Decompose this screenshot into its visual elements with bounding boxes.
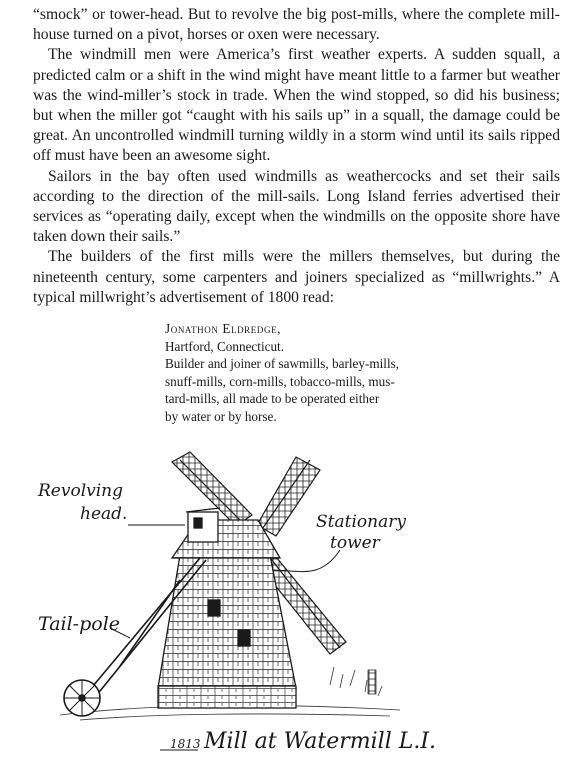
advertiser-name: Jonathon Eldredge, <box>165 321 282 336</box>
advertisement-line: Builder and joiner of sawmills, barley-mills, <box>165 356 400 372</box>
label-stationary-tower-line1: Stationary <box>316 512 406 532</box>
advertisement-line: by water or by horse. <box>165 408 277 424</box>
advertisement-line: snuff-mills, corn-mills, tobacco-mills, mus- <box>165 373 395 389</box>
advertisement-line: tard-mills, all made to be operated either <box>165 391 380 407</box>
caption-year: 1813 <box>170 737 201 751</box>
windmill-illustration <box>0 430 576 761</box>
advertiser-place: Hartford, Connecticut. <box>165 338 285 354</box>
label-revolving-head-line2: head. <box>80 504 128 524</box>
paragraph-2: The windmill men were America’s first weather experts. A sudden squall, a predicted calm or a shift in the wind might have meant little to a farmer but weather was the wind-miller’s stock in trade. When the wind stopped, so did his business; but when the miller got “caught with his sails up” in a squall, the damage could be great. An uncontrolled windmill turning wildly in a storm wind until its sails ripped off must have been an awesome sight. <box>33 46 560 165</box>
label-revolving-head-line1: Revolving <box>38 481 124 501</box>
label-tail-pole: Tail-pole <box>38 613 121 635</box>
caption-title: Mill at Watermill L.I. <box>204 729 437 754</box>
paragraph-4: The builders of the first mills were the millers themselves, but during the nineteenth century, some carpenters and joiners specialized as “millwrights.” A typical millwright’s advertisement of 1800 read: <box>33 248 560 306</box>
label-stationary-tower-line2: tower <box>330 533 380 553</box>
advertisement-quote <box>165 320 435 426</box>
paragraph-1: “smock” or tower-head. But to revolve the big post-mills, where the complete mill-house turned on a pivot, horses or oxen were necessary. <box>33 6 560 44</box>
body-text <box>33 5 560 308</box>
paragraph-3: Sailors in the bay often used windmills as weathercocks and set their sails according to the direction of the mill-sails. Long Island ferries advertised their services as “operating daily, except when the windmills on the opposite shore have taken down their sails.” <box>33 167 560 246</box>
